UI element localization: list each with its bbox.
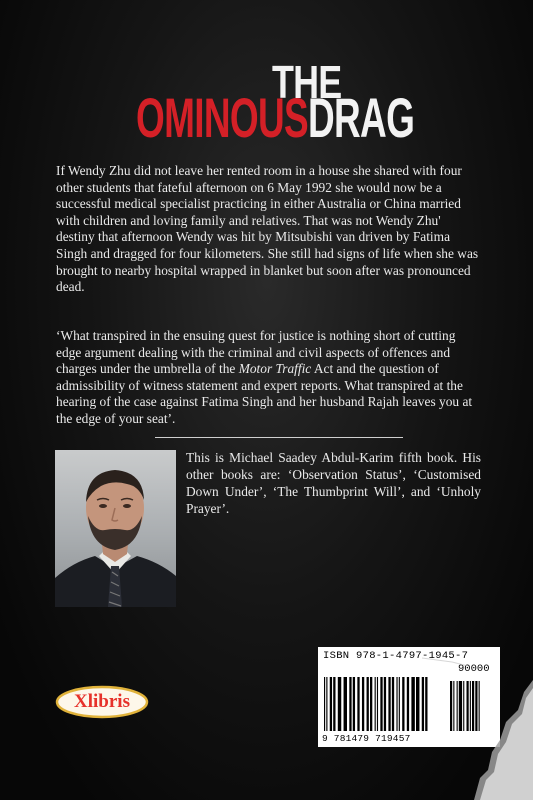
- barcode-bar: [357, 677, 359, 731]
- barcode-bar: [380, 677, 382, 731]
- barcode-bar: [396, 677, 397, 731]
- barcode-bar: [388, 677, 390, 731]
- barcode-bar: [377, 677, 378, 731]
- blurb-paragraph-2-start: ‘What transpired in the ensuing quest for justice is nothing short of cutting edge argument dealing with the criminal and civil aspects of offences and charges under the umbrella of the: [56, 328, 456, 377]
- xlibris-logo: [55, 685, 149, 719]
- title-main: [136, 86, 415, 149]
- title-ominous: OMINOUS: [136, 86, 308, 149]
- barcode-bar: [402, 677, 404, 731]
- title-the: THE: [272, 56, 342, 108]
- barcode-price-code: 90000: [458, 663, 490, 675]
- author-portrait-illustration: [55, 450, 176, 607]
- torn-corner-damage: [422, 640, 533, 800]
- barcode-bar: [416, 677, 419, 731]
- barcode-bar: [324, 677, 325, 731]
- isbn-number: ISBN 978-1-4797-1945-7: [323, 650, 469, 662]
- barcode-bar: [407, 677, 409, 731]
- barcode-bar: [333, 677, 335, 731]
- section-divider: [155, 437, 403, 438]
- barcode-digits: 9 781479 719457: [322, 733, 411, 744]
- barcode-bar: [338, 677, 341, 731]
- title-drag: DRAG: [307, 86, 415, 149]
- barcode-bar: [353, 677, 355, 731]
- barcode-bar: [367, 677, 369, 731]
- xlibris-logo-text: Xlibris: [74, 691, 130, 712]
- author-bio: This is Michael Saadey Abdul-Karim fifth book. His other books are: ‘Observation Status’, ‘Customised Down Under’, ‘The Thumbprint Will’, and ‘Unholy Prayer’.: [186, 450, 481, 516]
- barcode-bar: [384, 677, 386, 731]
- barcode-bar: [370, 677, 372, 731]
- barcode-bar: [399, 677, 400, 731]
- blurb-paragraph-2-italic: Motor Traffic: [238, 361, 312, 377]
- blurb-paragraph-1: If Wendy Zhu did not leave her rented room in a house she shared with four other students that fateful afternoon on 6 May 1992 she would now be a successful medical specialist practicing in either Australia or China married with children and loving family and relatives. That was not Wendy Zhu' destiny that afternoon Wendy was hit by Mitsubishi van driven by Fatima Singh and dragged for four kilometers. She still had signs of life when she was brought to nearby hospital wrapped in blanket but soon after was pronounced dead.: [56, 163, 479, 295]
- barcode-bar: [330, 677, 332, 731]
- barcode-bar: [349, 677, 351, 731]
- blurb-paragraph-2: [56, 328, 480, 428]
- barcode-bar: [344, 677, 347, 731]
- barcode-bar: [392, 677, 394, 731]
- barcode-bar: [362, 677, 364, 731]
- author-photo: [55, 450, 176, 607]
- barcode-bar: [326, 677, 327, 731]
- blurb-paragraph-2-end: Act and the question of admissibility of witness statement and expert reports. What transpired at the hearing of the case against Fatima Singh and her husband Rajah leaves you at the edge of your seat’.: [56, 361, 473, 426]
- barcode-bar: [375, 677, 376, 731]
- barcode-bar: [411, 677, 414, 731]
